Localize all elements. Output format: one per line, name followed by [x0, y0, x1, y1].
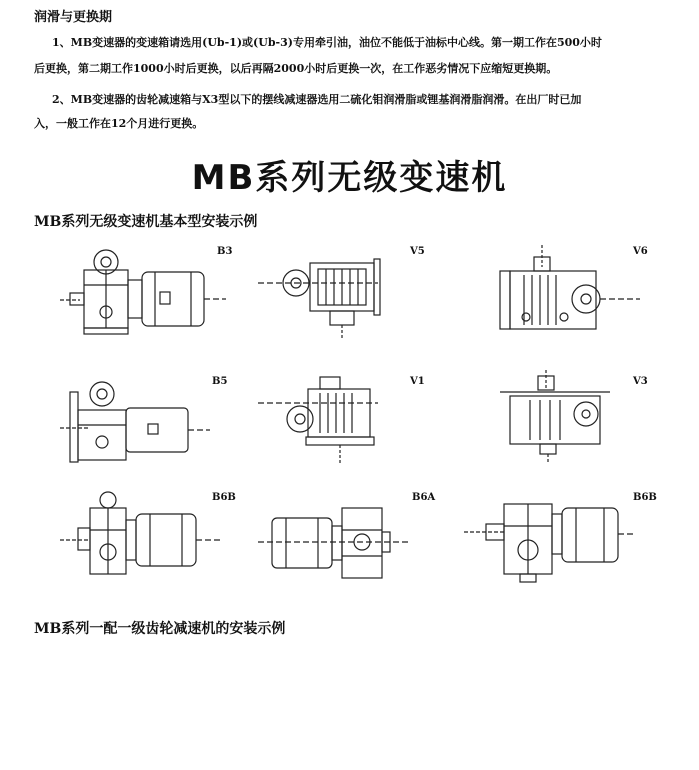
diagram-label: B3	[217, 246, 233, 257]
diagram-label: B5	[212, 376, 228, 387]
paragraph-1-line-2: 后更换，第二期工作1000小时后更换，以后再隔2000小时后更换一次，在工作恶劣情况下应缩短更换期。	[34, 62, 558, 75]
main-title: MB系列无级变速机	[191, 158, 508, 198]
paragraph-2-line-1: 2、MB变速器的齿轮减速箱与X3型以下的摆线减速器选用二硫化钼润滑脂或锂基润滑脂润滑。在出厂时已加	[52, 93, 582, 106]
sub-title-gear: MB系列一配一级齿轮减速机的安装示例	[34, 621, 286, 637]
paragraph-1-line-1: 1、MB变速器的变速箱请选用(Ub-1)或(Ub-3)专用牵引油，油位不能低于油标中心线。第一期工作在500小时	[52, 36, 602, 49]
diagram-v1	[258, 373, 388, 468]
section-heading: 润滑与更换期	[34, 10, 113, 25]
diagram-b6b-left	[60, 490, 225, 585]
sub-title-basic: MB系列无级变速机基本型安装示例	[34, 214, 258, 230]
diagram-label: V5	[410, 246, 425, 257]
diagram-v5	[258, 245, 388, 340]
diagram-b6a	[258, 496, 408, 586]
diagram-label: B6A	[412, 492, 436, 503]
diagram-label: V1	[410, 376, 425, 387]
diagram-v3	[500, 370, 620, 465]
diagram-label: V3	[633, 376, 648, 387]
diagram-label: V6	[633, 246, 648, 257]
diagram-b5	[60, 370, 210, 470]
diagram-label: B6B	[212, 492, 236, 503]
paragraph-2-line-2: 入，一般工作在12个月进行更换。	[34, 117, 204, 130]
diagram-label: B6B	[633, 492, 657, 503]
diagram-b6b-right	[464, 490, 634, 585]
diagram-v6	[494, 245, 644, 340]
diagram-b3	[60, 240, 233, 340]
